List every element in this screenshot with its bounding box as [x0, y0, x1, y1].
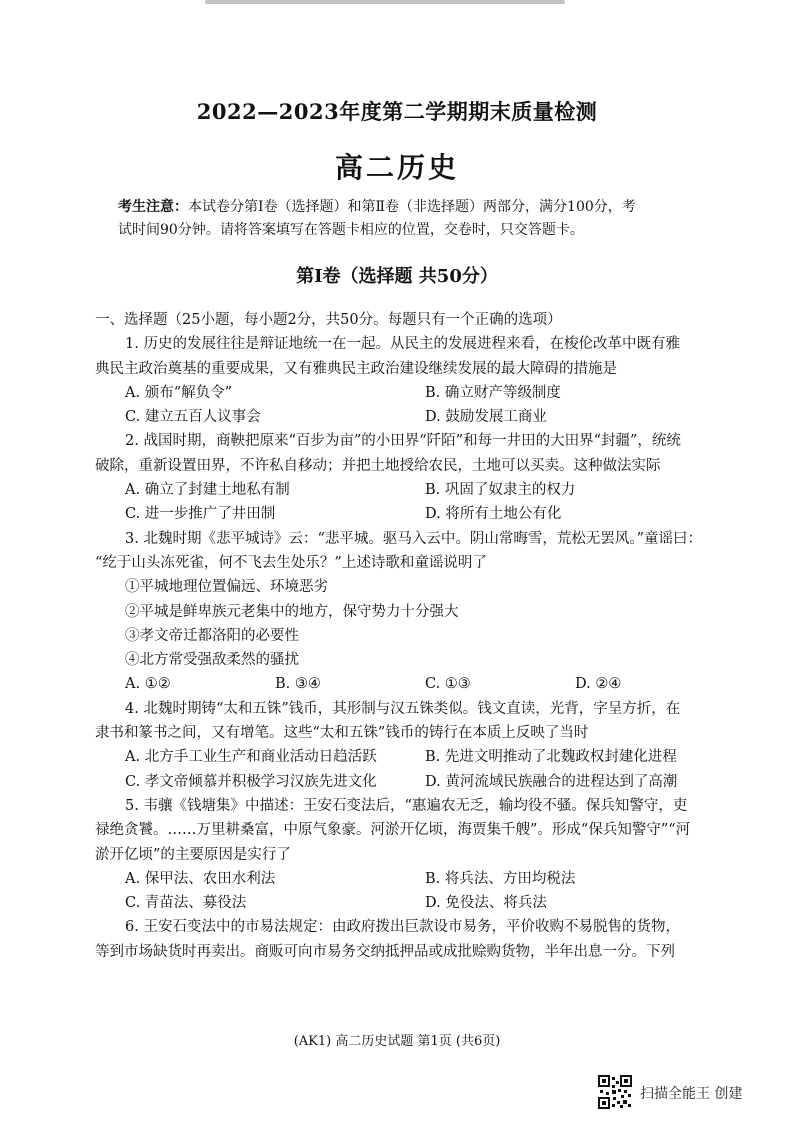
- option-b: B. 巩固了奴隶主的权力: [425, 482, 576, 499]
- option-d: D. 将所有土地公有化: [425, 506, 562, 523]
- option-row: [95, 745, 721, 769]
- option-c: C. 孝文帝倾慕并积极学习汉族先进文化: [125, 773, 377, 790]
- part-heading: 一、选择题（25小题，每小题2分，共50分。每题只有一个正确的选项）: [95, 312, 562, 328]
- option-c: C. 进一步推广了井田制: [125, 506, 276, 523]
- question-stem: 等到市场缺货时再卖出。商贩可向市易务交纳抵押品或成批赊购货物，半年出息一分。下列: [95, 943, 675, 960]
- option-row: [95, 502, 721, 526]
- question-stem: 淤开亿顷”的主要原因是实行了: [95, 846, 291, 863]
- option-d: D. 鼓励发展工商业: [425, 409, 547, 426]
- question-stem: 破除，重新设置田界，不许私自移动；并把土地授给农民，土地可以买卖。这种做法实际: [95, 457, 661, 474]
- question-5: [95, 794, 721, 915]
- option-a: A. 保甲法、农田水利法: [125, 870, 276, 887]
- question-4: [95, 697, 721, 794]
- exam-subject: 高二历史: [334, 151, 459, 184]
- notice-label: 考生注意：: [118, 199, 188, 215]
- qr-code-icon: [598, 1075, 632, 1109]
- question-stem: 5. 韦骧《钱塘集》中描述：王安石变法后，“惠遍农无乏，输均役不骚。保兵知警守，吏: [125, 797, 688, 814]
- statement-2: ②平城是鲜卑族元老集中的地方，保守势力十分强大: [125, 603, 459, 620]
- option-c: C. ①③: [425, 676, 471, 693]
- question-stem: 禄绝贪饕。……万里耕桑富，中原气象豪。河淤开亿顷，海贾集千艘”。形成“保兵知警守”“河: [95, 822, 691, 839]
- option-row: [95, 770, 721, 794]
- option-b: B. 先进文明推动了北魏政权封建化进程: [425, 749, 677, 766]
- option-a: A. 确立了封建土地私有制: [125, 482, 290, 499]
- question-1: [95, 332, 721, 429]
- statement-3: ③孝文帝迁都洛阳的必要性: [125, 627, 299, 644]
- option-b: B. ③④: [275, 676, 321, 693]
- question-stem: 3. 北魏时期《悲平城诗》云：“悲平城。驱马入云中。阴山常晦雪，荒松无罢风。”童谣曰：: [125, 530, 703, 547]
- section-title: 第Ⅰ卷（选择题 共50分）: [296, 266, 498, 287]
- statement-4: ④北方常受强敌柔然的骚扰: [125, 652, 299, 669]
- question-stem: 1. 历史的发展往往是辩证地统一在一起。从民主的发展进程来看，在梭伦改革中既有雅: [125, 336, 680, 353]
- question-stem: 隶书和篆书之间，又有增笔。这些“太和五铢”钱币的铸行在本质上反映了当时: [95, 725, 589, 742]
- exam-title: 2022—2023年度第二学期期末质量检测: [196, 99, 598, 124]
- question-stem: 4. 北魏时期铸“太和五铢”钱币，其形制与汉五铢类似。钱文直读，光背，字呈方折，在: [125, 700, 681, 717]
- option-row: [95, 867, 721, 891]
- question-stem: 2. 战国时期，商鞅把原来“百步为亩”的小田界“阡陌”和每一井田的大田界“封疆”，统统: [125, 433, 681, 450]
- option-d: D. 免役法、将兵法: [425, 895, 547, 912]
- option-c: C. 青苗法、募役法: [125, 895, 247, 912]
- option-b: B. 将兵法、方田均税法: [425, 870, 576, 887]
- option-row: [95, 672, 721, 696]
- question-stem: 6. 王安石变法中的市易法规定：由政府拨出巨款设市易务，平价收购不易脱售的货物，: [125, 919, 680, 936]
- option-b: B. 确立财产等级制度: [425, 384, 561, 401]
- option-row: [95, 891, 721, 915]
- option-d: D. ②④: [575, 676, 622, 693]
- option-row: [95, 381, 721, 405]
- exam-notice: [118, 196, 718, 242]
- question-6: [95, 915, 721, 964]
- option-row: [95, 478, 721, 502]
- question-stem: “纥于山头冻死雀，何不飞去生处乐？”上述诗歌和童谣说明了: [95, 554, 487, 571]
- option-row: [95, 405, 721, 429]
- notice-line-1: 本试卷分第Ⅰ卷（选择题）和第Ⅱ卷（非选择题）两部分，满分100分，考: [188, 199, 636, 215]
- statement-1: ①平城地理位置偏远、环境恶劣: [125, 579, 328, 596]
- option-c: C. 建立五百人议事会: [125, 409, 261, 426]
- option-d: D. 黄河流域民族融合的进程达到了高潮: [425, 773, 678, 790]
- option-a: A. 颁布“解负令”: [125, 384, 233, 401]
- question-2: [95, 429, 721, 526]
- option-a: A. 北方手工业生产和商业活动日趋活跃: [125, 749, 377, 766]
- notice-line-2: 试时间90分钟。请将答案填写在答题卡相应的位置，交卷时，只交答题卡。: [118, 222, 584, 238]
- page-footer: (AK1) 高二历史试题 第1页 (共6页): [293, 1034, 501, 1049]
- questions: [95, 308, 721, 964]
- question-stem: 典民主政治奠基的重要成果，又有雅典民主政治建设继续发展的最大障碍的措施是: [95, 360, 617, 377]
- scan-edge-mark: [205, 0, 565, 4]
- question-3: [95, 527, 721, 697]
- scanner-watermark: 扫描全能王 创建: [640, 1086, 743, 1102]
- option-a: A. ①②: [125, 676, 171, 693]
